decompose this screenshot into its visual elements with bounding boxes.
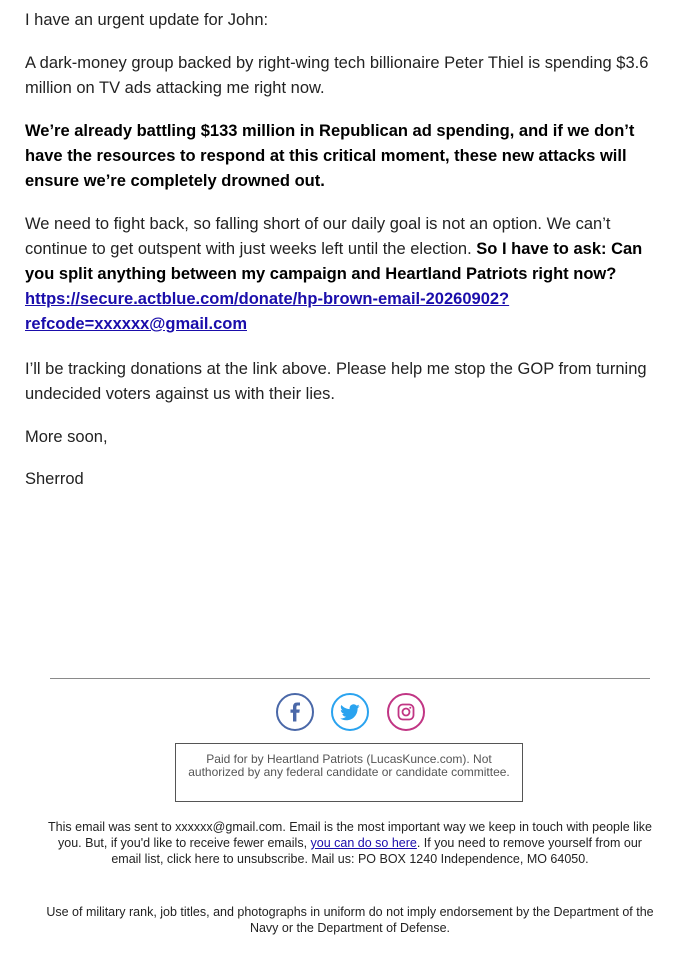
paragraph-ad-spending: A dark-money group backed by right-wing tech billionaire Peter Thiel is spending $3.6 million on TV ads attacking me right now. xyxy=(25,54,649,97)
instagram-icon[interactable] xyxy=(387,693,425,731)
donate-link-line1[interactable]: https://secure.actblue.com/donate/hp-brown-email-20260902? xyxy=(25,290,510,308)
twitter-glyph xyxy=(340,704,360,721)
paragraph-fight-back xyxy=(25,212,675,337)
sent-to-text-b: . If you need to remove yourself from our email list, click here to unsubscribe. Mail us: PO BOX 1240 Independence, MO 64050. xyxy=(111,836,642,866)
paragraph-republican-spending: We’re already battling $133 million in Republican ad spending, and if we don’t have the resources to respond at this critical moment, these new attacks will ensure we’re completely drowned out. xyxy=(25,122,635,190)
signature-text: Sherrod xyxy=(25,470,84,488)
footer-divider xyxy=(50,678,650,679)
paragraph-tracking: I’ll be tracking donations at the link above. Please help me stop the GOP from turning undecided voters against us with their lies. xyxy=(25,360,647,403)
facebook-glyph xyxy=(287,702,303,722)
donate-link-line2[interactable]: refcode=xxxxxx@gmail.com xyxy=(25,315,247,333)
fewer-emails-link[interactable]: you can do so here xyxy=(310,836,417,850)
sent-to-text-a: This email was sent to xxxxxx@gmail.com. Email is the most important way we keep in touch with people like you. But, if you'd like to receive fewer emails, xyxy=(48,820,652,850)
donate-link[interactable] xyxy=(25,290,509,333)
footer-sent-to xyxy=(45,819,655,867)
instagram-glyph xyxy=(397,703,415,721)
social-links xyxy=(0,693,700,731)
footer-military-disclaimer: Use of military rank, job titles, and photographs in uniform do not imply endorsement by the Department of the Navy or the Department of Defense. xyxy=(46,905,654,935)
fight-back-text: We need to fight back, so falling short of our daily goal is not an option. We can’t continue to get outspent with just weeks left until the election. xyxy=(25,215,611,258)
paid-for-disclaimer: Paid for by Heartland Patriots (LucasKunce.com). Not authorized by any federal candidate or candidate committee. xyxy=(175,743,523,802)
twitter-icon[interactable] xyxy=(331,693,369,731)
greeting-text: I have an urgent update for John: xyxy=(25,11,269,29)
facebook-icon[interactable] xyxy=(276,693,314,731)
ask-text: So I have to ask: Can you split anything between my campaign and Heartland Patriots right now? xyxy=(25,240,643,283)
closing-text: More soon, xyxy=(25,428,108,446)
